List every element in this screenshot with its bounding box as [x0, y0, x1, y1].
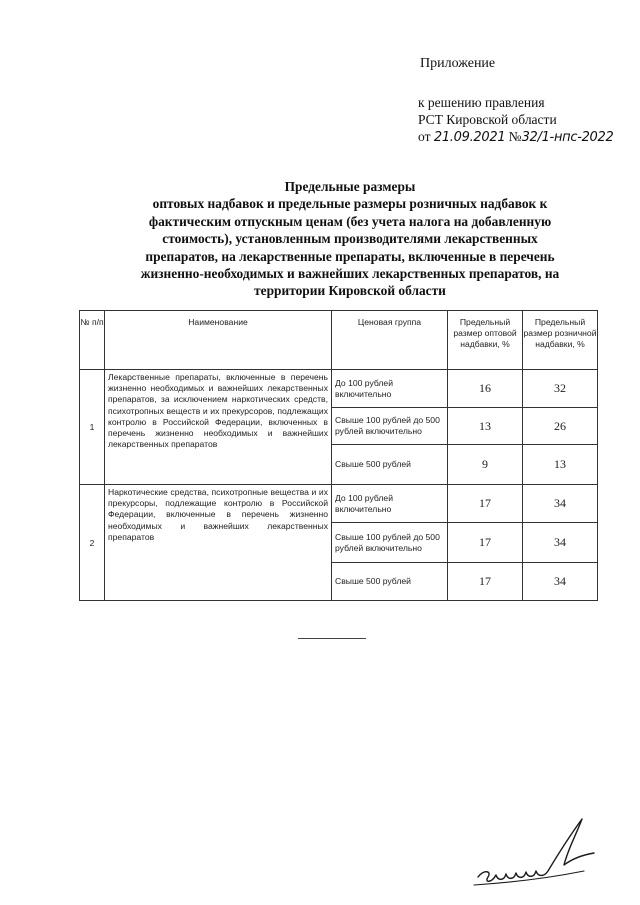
- wholesale-markup: 13: [448, 408, 523, 445]
- date-prefix: от: [418, 129, 431, 144]
- end-divider: [298, 638, 366, 639]
- decision-reference: [418, 94, 613, 146]
- handwritten-signature: [470, 815, 610, 890]
- retail-markup: 34: [523, 485, 598, 523]
- decision-date: 21.09.2021: [433, 130, 506, 145]
- title-line: фактическим отпускным ценам (без учета налога на добавленную: [148, 213, 552, 229]
- retail-markup: 13: [523, 445, 598, 485]
- decision-line-1: к решению правления: [418, 95, 545, 110]
- decision-date-line: [418, 128, 613, 146]
- decision-number: 32/1-нпс-2022: [521, 130, 614, 145]
- price-group: Свыше 500 рублей: [332, 445, 448, 485]
- title-line: территории Кировской области: [254, 283, 446, 299]
- markup-table: [79, 310, 598, 601]
- price-group: Свыше 100 рублей до 500 рублей включительно: [332, 523, 448, 563]
- retail-markup: 26: [523, 408, 598, 445]
- decision-line-2: РСТ Кировской области: [418, 112, 557, 127]
- header-price-group: Ценовая группа: [332, 311, 448, 370]
- price-group: Свыше 100 рублей до 500 рублей включительно: [332, 408, 448, 445]
- appendix-label: Приложение: [420, 56, 496, 71]
- number-prefix: №: [508, 129, 522, 144]
- group-name: Лекарственные препараты, включенные в перечень жизненно необходимых и важнейших лекарственных препаратов, за исключением наркотических средств, психотропных веществ и их прекурсоров, подлежащих контролю в Российской Федерации, включенных в перечень жизненно необходимых и важнейших лекарственных препаратов: [105, 370, 332, 485]
- table-row: [80, 485, 598, 523]
- price-group: До 100 рублей включительно: [332, 485, 448, 523]
- wholesale-markup: 9: [448, 445, 523, 485]
- group-number: 1: [80, 370, 105, 485]
- header-num: № п/п: [80, 311, 105, 370]
- wholesale-markup: 17: [448, 563, 523, 601]
- wholesale-markup: 17: [448, 523, 523, 563]
- wholesale-markup: 16: [448, 370, 523, 408]
- wholesale-markup: 17: [448, 485, 523, 523]
- retail-markup: 34: [523, 523, 598, 563]
- title-line: оптовых надбавок и предельные размеры розничных надбавок к: [152, 196, 548, 212]
- document-title: [100, 178, 600, 300]
- table-header-row: [80, 311, 598, 370]
- table-row: [80, 370, 598, 408]
- title-line: жизненно-необходимых и важнейших лекарственных препаратов, на: [140, 266, 560, 282]
- price-group: До 100 рублей включительно: [332, 370, 448, 408]
- group-name: Наркотические средства, психотропные вещества и их прекурсоры, подлежащие контролю в Российской Федерации, включенные в перечень жизненно необходимых и важнейших лекарственных препаратов: [105, 485, 332, 601]
- price-group: Свыше 500 рублей: [332, 563, 448, 601]
- retail-markup: 34: [523, 563, 598, 601]
- retail-markup: 32: [523, 370, 598, 408]
- header-retail: Предельный размер розничной надбавки, %: [523, 311, 598, 370]
- title-line: стоимость), установленным производителями лекарственных: [162, 231, 538, 247]
- title-line: Предельные размеры: [284, 179, 416, 194]
- group-number: 2: [80, 485, 105, 601]
- header-wholesale: Предельный размер оптовой надбавки, %: [448, 311, 523, 370]
- title-line: препаратов, на лекарственные препараты, включенные в перечень: [145, 248, 555, 264]
- header-name: Наименование: [105, 311, 332, 370]
